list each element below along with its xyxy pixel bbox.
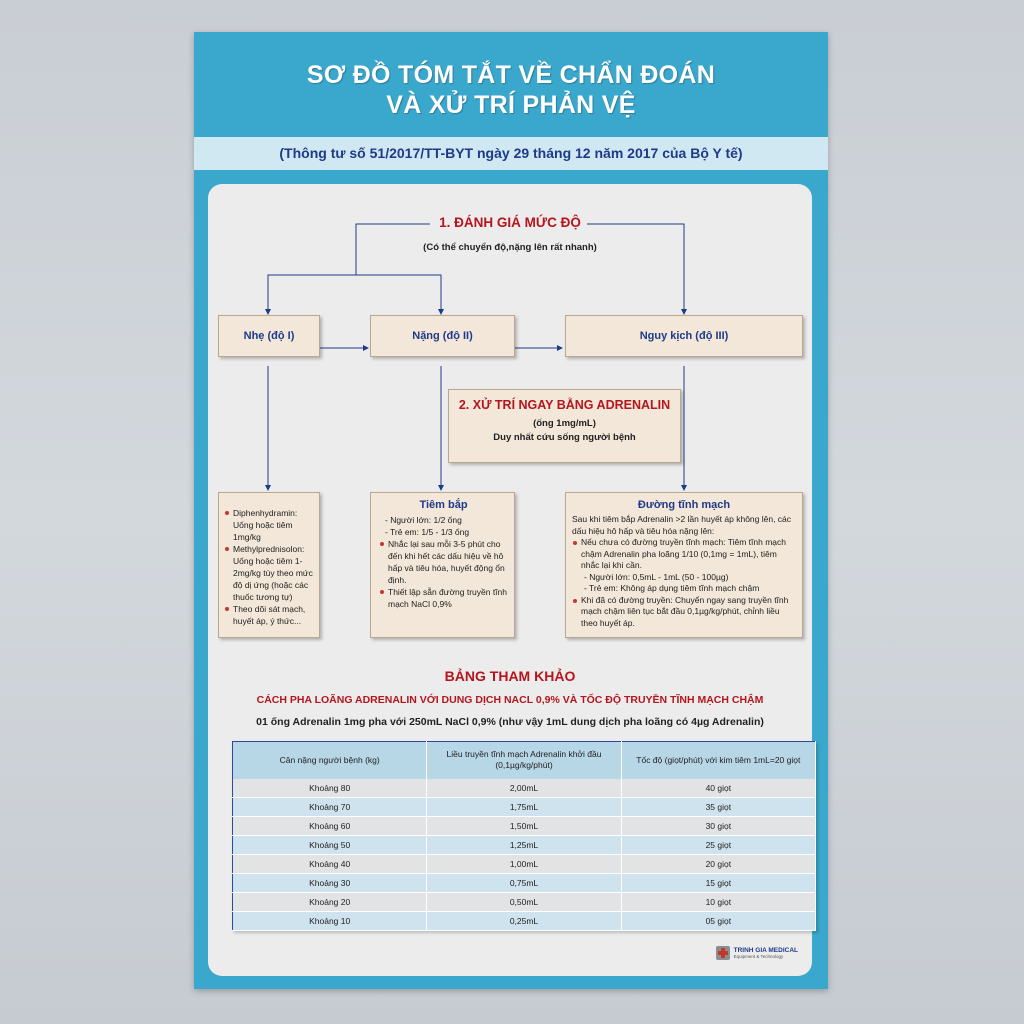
- im-repeat: Nhắc lại sau mỗi 3-5 phút cho đến khi hết các dấu hiệu về hô hấp và tiêu hóa, huyết động ổn định.: [379, 538, 508, 586]
- dilution-table: [232, 741, 816, 931]
- col-rate: Tốc độ (giọt/phút) với kim tiêm 1mL=20 giọt: [621, 742, 815, 779]
- mild-item-2: Methylprednisolon: Uống hoặc tiêm 1-2mg/kg tùy theo mức độ dị ứng (hoặc các thuốc tương tự): [224, 543, 314, 603]
- connector-split: [268, 275, 441, 314]
- step1-note: (Có thể chuyển độ,nặng lên rất nhanh): [423, 242, 597, 253]
- im-line-setup: Thiết lập sẵn đường truyền tĩnh mạch NaCl 0,9%: [379, 586, 508, 610]
- poster-title: [194, 60, 828, 120]
- iv-dose-child: - Trẻ em: Không áp dụng tiêm tĩnh mạch chậm: [584, 583, 760, 593]
- level-severe-label: Nặng (độ II): [412, 330, 473, 342]
- iv-has-line: Khi đã có đường truyền: Chuyển ngay sang truyền tĩnh mạch chậm liên tục bắt đầu 0,1µg/kg/phút, chỉnh liều theo huyết áp.: [572, 595, 796, 630]
- cell-weight: Khoảng 80: [233, 779, 427, 798]
- level-critical-label: Nguy kịch (độ III): [639, 330, 729, 342]
- brand-tagline: Equipment & Technology: [733, 954, 784, 959]
- cell-weight: Khoảng 70: [233, 798, 427, 817]
- step1-title: 1. ĐÁNH GIÁ MỨC ĐỘ: [433, 215, 587, 230]
- col-dose: Liều truyền tĩnh mạch Adrenalin khởi đầu (0,1µg/kg/phút): [427, 742, 621, 779]
- step2-box: [448, 389, 681, 463]
- table-row: [233, 836, 816, 855]
- cell-dose: 1,25mL: [427, 836, 621, 855]
- cell-dose: 0,50mL: [427, 893, 621, 912]
- cell-rate: 25 giọt: [621, 836, 815, 855]
- cell-weight: Khoảng 30: [233, 874, 427, 893]
- connector-step1-right: [560, 224, 684, 314]
- cell-dose: 0,25mL: [427, 912, 621, 931]
- table-header-row: [233, 742, 816, 779]
- reference-note: 01 ống Adrenalin 1mg pha với 250mL NaCl 0,9% (như vậy 1mL dung dịch pha loãng có 4µg Adrenalin): [256, 716, 764, 728]
- regulation-subtitle: (Thông tư số 51/2017/TT-BYT ngày 29 tháng 12 năm 2017 của Bộ Y tế): [194, 137, 828, 170]
- col-weight: Cân nặng người bệnh (kg): [233, 742, 427, 779]
- intramuscular-box: [370, 492, 515, 638]
- cell-dose: 1,00mL: [427, 855, 621, 874]
- cell-weight: Khoảng 40: [233, 855, 427, 874]
- im-title: Tiêm bắp: [419, 499, 468, 511]
- cell-dose: 0,75mL: [427, 874, 621, 893]
- mild-item-1: Diphenhydramin: Uống hoặc tiêm 1mg/kg: [224, 507, 314, 543]
- cell-rate: 05 giọt: [621, 912, 815, 931]
- reference-title: BẢNG THAM KHẢO: [444, 668, 576, 684]
- level-critical-box: [565, 315, 803, 357]
- table-row: [233, 779, 816, 798]
- step2-title: 2. XỬ TRÍ NGAY BẰNG ADRENALIN: [458, 398, 671, 412]
- cell-weight: Khoảng 10: [233, 912, 427, 931]
- cell-dose: 1,50mL: [427, 817, 621, 836]
- step2-line1: (ống 1mg/mL): [533, 418, 596, 429]
- table-row: [233, 798, 816, 817]
- brand-name: TRINH GIA MEDICAL: [733, 947, 798, 954]
- title-line-2: VÀ XỬ TRÍ PHẢN VỆ: [386, 91, 636, 119]
- iv-intro: Sau khi tiêm bắp Adrenalin >2 lần huyết áp không lên, các dấu hiệu hô hấp và tiêu hóa nặng lên:: [572, 514, 792, 536]
- mild-item-3: Theo dõi sát mạch, huyết áp, ý thức...: [224, 603, 314, 627]
- cell-dose: 1,75mL: [427, 798, 621, 817]
- cell-rate: 30 giọt: [621, 817, 815, 836]
- table-row: [233, 893, 816, 912]
- level-severe-box: [370, 315, 515, 357]
- content-panel: [208, 184, 812, 976]
- table-row: [233, 855, 816, 874]
- reference-subtitle: CÁCH PHA LOÃNG ADRENALIN VỚI DUNG DỊCH NACL 0,9% VÀ TỐC ĐỘ TRUYỀN TĨNH MẠCH CHẬM: [256, 694, 764, 706]
- table-row: [233, 817, 816, 836]
- iv-no-line: Nếu chưa có đường truyền tĩnh mạch: Tiêm tĩnh mạch chậm Adrenalin pha loãng 1/10 (0,1mg = 1mL), tiêm nhắc lại khi cần.: [572, 537, 796, 572]
- cell-rate: 40 giọt: [621, 779, 815, 798]
- step2-line2: Duy nhất cứu sống người bệnh: [493, 432, 636, 443]
- cell-rate: 15 giọt: [621, 874, 815, 893]
- title-line-1: SƠ ĐỒ TÓM TẮT VỀ CHẨN ĐOÁN: [306, 61, 716, 89]
- cell-rate: 10 giọt: [621, 893, 815, 912]
- poster: [194, 32, 828, 989]
- level-mild-label: Nhẹ (độ I): [243, 330, 295, 342]
- table-row: [233, 912, 816, 931]
- im-dose-adult: - Người lớn: 1/2 ống: [385, 515, 462, 525]
- intravenous-box: [565, 492, 803, 638]
- brand-logo: [716, 946, 798, 960]
- level-mild-box: [218, 315, 320, 357]
- iv-title: Đường tĩnh mạch: [637, 499, 731, 511]
- mild-treatment-box: [218, 492, 320, 638]
- table-row: [233, 874, 816, 893]
- medical-cross-icon: [716, 946, 730, 960]
- iv-dose-adult: - Người lớn: 0,5mL - 1mL (50 - 100µg): [584, 571, 729, 582]
- step1-heading: [208, 214, 812, 232]
- im-dose-child: - Trẻ em: 1/5 - 1/3 ống: [385, 527, 470, 537]
- cell-rate: 35 giọt: [621, 798, 815, 817]
- cell-weight: Khoảng 60: [233, 817, 427, 836]
- cell-weight: Khoảng 20: [233, 893, 427, 912]
- cell-weight: Khoảng 50: [233, 836, 427, 855]
- cell-dose: 2,00mL: [427, 779, 621, 798]
- cell-rate: 20 giọt: [621, 855, 815, 874]
